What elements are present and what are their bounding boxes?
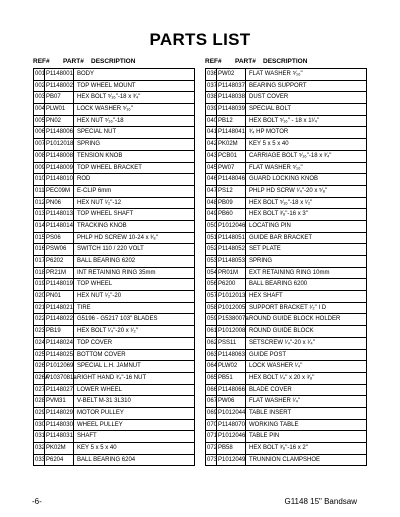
description-cell: BEARING SUPPORT: [246, 81, 367, 92]
header-part: PART#: [63, 58, 84, 65]
table-row: [34, 314, 195, 326]
ref-cell: 059: [206, 314, 217, 325]
description-cell: SET PLATE: [246, 244, 367, 255]
ref-cell: 069: [206, 408, 217, 419]
table-row: [34, 163, 195, 175]
part-cell: P6200: [217, 279, 246, 290]
ref-cell: 015: [34, 233, 45, 244]
ref-cell: 062: [206, 338, 217, 349]
ref-cell: 051: [206, 233, 217, 244]
description-cell: ROUND GUIDE BLOCK: [246, 326, 367, 337]
header-description: DESCRIPTION: [91, 58, 136, 65]
table-row: [206, 209, 367, 221]
table-rows: [33, 68, 195, 466]
table-row: [34, 186, 195, 198]
description-cell: E-CLIP 6mm: [74, 186, 195, 197]
description-cell: FLAT WASHER ⁵⁄₁₆": [246, 69, 367, 80]
part-cell: P1148010: [45, 174, 74, 185]
description-cell: LOCATING PIN: [246, 221, 367, 232]
ref-cell: 046: [206, 174, 217, 185]
table-row: [34, 81, 195, 93]
ref-cell: 045: [206, 163, 217, 174]
table-row: [206, 420, 367, 432]
description-cell: DUST COVER: [246, 92, 367, 103]
part-cell: PLW01: [45, 104, 74, 115]
ref-cell: 058: [206, 303, 217, 314]
table-row: [206, 151, 367, 163]
table-row: [34, 116, 195, 128]
description-cell: TIRE: [74, 303, 195, 314]
description-cell: SPECIAL L.H. JAMNUT: [74, 361, 195, 372]
description-cell: ROD: [74, 174, 195, 185]
table-row: [206, 303, 367, 315]
part-cell: P1148021: [45, 303, 74, 314]
part-cell: P6202: [45, 256, 74, 267]
part-cell: PCB01: [217, 151, 246, 162]
description-cell: HEX BOLT ³⁄₈"-16 x 3": [246, 209, 367, 220]
description-cell: SPECIAL BOLT: [246, 104, 367, 115]
ref-cell: 016: [34, 244, 45, 255]
table-header: [33, 57, 195, 66]
ref-cell: 008: [34, 151, 45, 162]
ref-cell: 061: [206, 326, 217, 337]
ref-cell: 028: [34, 396, 45, 407]
ref-cell: 011: [34, 186, 45, 197]
table-row: [206, 408, 367, 420]
ref-cell: 018: [34, 268, 45, 279]
table-row: [206, 350, 367, 362]
part-cell: PSW06: [45, 244, 74, 255]
table-row: [206, 361, 367, 373]
description-cell: BALL BEARING 6204: [74, 455, 195, 466]
part-cell: P1148037: [217, 81, 246, 92]
ref-cell: 040: [206, 116, 217, 127]
ref-cell: 006: [34, 127, 45, 138]
description-cell: SPECIAL NUT: [74, 127, 195, 138]
part-cell: PN02: [45, 116, 74, 127]
parts-table-left: [33, 57, 195, 466]
description-cell: SUPPORT BRACKET ¹⁄₂" I D: [246, 303, 367, 314]
part-cell: PB07: [45, 92, 74, 103]
description-cell: TENSION KNOB: [74, 151, 195, 162]
description-cell: TRACKING KNOB: [74, 221, 195, 232]
ref-cell: 039: [206, 104, 217, 115]
ref-cell: 037: [206, 81, 217, 92]
ref-cell: 073: [206, 455, 217, 466]
table-row: [206, 139, 367, 151]
ref-cell: 030: [34, 420, 45, 431]
part-cell: P1012008: [217, 326, 246, 337]
ref-cell: 063: [206, 350, 217, 361]
part-cell: P1148019: [45, 279, 74, 290]
ref-cell: 027: [34, 385, 45, 396]
description-cell: HEX NUT ¹⁄₂"-20: [74, 291, 195, 302]
part-cell: P1148051: [217, 233, 246, 244]
table-row: [34, 455, 195, 467]
ref-cell: 052: [206, 244, 217, 255]
table-row: [34, 396, 195, 408]
table-row: [206, 244, 367, 256]
part-cell: PS06: [45, 233, 74, 244]
table-row: [34, 127, 195, 139]
table-row: [34, 431, 195, 443]
table-row: [34, 350, 195, 362]
ref-cell: 032: [34, 443, 45, 454]
page-title: PARTS LIST: [149, 30, 251, 49]
part-cell: P1148002: [45, 81, 74, 92]
table-row: [34, 198, 195, 210]
ref-cell: 071: [206, 431, 217, 442]
part-cell: P1148027: [45, 385, 74, 396]
description-cell: HEX BOLT ⁵⁄₁₆"-18 x ³⁄₄": [74, 92, 195, 103]
table-row: [206, 268, 367, 280]
ref-cell: 020: [34, 291, 45, 302]
ref-cell: 026A: [34, 373, 45, 384]
description-cell: HEX BOLT ¹⁄₄"-20 x ¹⁄₂": [74, 326, 195, 337]
ref-cell: 038: [206, 92, 217, 103]
table-row: [206, 221, 367, 233]
table-row: [206, 396, 367, 408]
part-cell: P1012044: [217, 408, 246, 419]
page-number: -6-: [32, 497, 42, 506]
part-cell: P1148001: [45, 69, 74, 80]
description-cell: BOTTOM COVER: [74, 350, 195, 361]
ref-cell: 050: [206, 221, 217, 232]
description-cell: RIGHT HAND ³⁄₄"-16 NUT: [74, 373, 195, 384]
ref-cell: 070: [206, 420, 217, 431]
table-row: [34, 443, 195, 455]
part-cell: P1012018: [45, 139, 74, 150]
ref-cell: 042: [206, 139, 217, 150]
part-cell: P1148024: [45, 338, 74, 349]
part-cell: P1148039: [217, 104, 246, 115]
table-row: [34, 338, 195, 350]
description-cell: SPRING: [246, 256, 367, 267]
description-cell: G5196 - G5217 103" BLADES: [74, 314, 195, 325]
description-cell: SPRING: [74, 139, 195, 150]
description-cell: LOWER WHEEL: [74, 385, 195, 396]
table-row: [34, 244, 195, 256]
description-cell: CARRIAGE BOLT ⁵⁄₁₆"-18 x ³⁄₄": [246, 151, 367, 162]
ref-cell: 064: [206, 361, 217, 372]
description-cell: TOP COVER: [74, 338, 195, 349]
ref-cell: 002: [34, 81, 45, 92]
part-cell: P1148066: [217, 385, 246, 396]
ref-cell: 023: [34, 326, 45, 337]
part-cell: P1148046: [217, 174, 246, 185]
description-cell: TOP WHEEL: [74, 279, 195, 290]
table-row: [206, 314, 367, 326]
table-row: [34, 209, 195, 221]
table-row: [34, 361, 195, 373]
table-row: [34, 326, 195, 338]
part-cell: PK02M: [217, 139, 246, 150]
part-cell: PB58: [217, 443, 246, 454]
description-cell: BLADE COVER: [246, 385, 367, 396]
description-cell: TRUNNION CLAMPSHOE: [246, 455, 367, 466]
part-cell: PR01M: [217, 268, 246, 279]
ref-cell: 033: [34, 455, 45, 466]
table-row: [206, 233, 367, 245]
table-row: [206, 186, 367, 198]
table-row: [34, 291, 195, 303]
description-cell: BALL BEARING 6200: [246, 279, 367, 290]
table-rows: [205, 68, 367, 466]
ref-cell: 048: [206, 198, 217, 209]
ref-cell: 005: [34, 116, 45, 127]
description-cell: TOP WHEEL SHAFT: [74, 209, 195, 220]
description-cell: HEX BOLT ³⁄₈"-16 x 2": [246, 443, 367, 454]
part-cell: P1148029: [45, 408, 74, 419]
description-cell: TOP WHEEL BRACKET: [74, 163, 195, 174]
part-cell: PR21M: [45, 268, 74, 279]
table-header: [205, 57, 367, 66]
table-row: [206, 455, 367, 467]
description-cell: HEX BOLT ⁵⁄₁₆" - 18 x 1¹⁄₄": [246, 116, 367, 127]
header-description: DESCRIPTION: [263, 58, 308, 65]
ref-cell: 067: [206, 396, 217, 407]
table-row: [206, 104, 367, 116]
table-row: [206, 291, 367, 303]
description-cell: WHEEL PULLEY: [74, 420, 195, 431]
table-row: [34, 268, 195, 280]
table-row: [206, 385, 367, 397]
part-cell: PN01: [45, 291, 74, 302]
description-cell: EXT RETAINING RING 10mm: [246, 268, 367, 279]
table-row: [206, 127, 367, 139]
part-cell: PEC09M: [45, 186, 74, 197]
ref-cell: 029: [34, 408, 45, 419]
ref-cell: 072: [206, 443, 217, 454]
part-cell: P1538007a: [217, 314, 246, 325]
description-cell: INT RETAINING RING 35mm: [74, 268, 195, 279]
ref-cell: 012: [34, 198, 45, 209]
part-cell: P1148009: [45, 163, 74, 174]
description-cell: PHLP HD SCRW ¹⁄₄"-20 x ⁵⁄₈": [246, 186, 367, 197]
table-row: [34, 279, 195, 291]
ref-cell: 041: [206, 127, 217, 138]
part-cell: P1148038: [217, 92, 246, 103]
table-row: [34, 385, 195, 397]
part-cell: P1148008: [45, 151, 74, 162]
table-row: [34, 373, 195, 385]
part-cell: P6204: [45, 455, 74, 466]
description-cell: BALL BEARING 6202: [74, 256, 195, 267]
part-cell: PW02: [217, 69, 246, 80]
description-cell: GUIDE POST: [246, 350, 367, 361]
part-cell: P1148014: [45, 221, 74, 232]
description-cell: LOCK WASHER ¹⁄₄": [246, 361, 367, 372]
part-cell: PB60: [217, 209, 246, 220]
ref-cell: 009: [34, 163, 45, 174]
table-row: [34, 92, 195, 104]
description-cell: ³⁄₄ HP MOTOR: [246, 127, 367, 138]
description-cell: V-BELT M-31 3L310: [74, 396, 195, 407]
table-row: [34, 139, 195, 151]
ref-cell: 031: [34, 431, 45, 442]
table-row: [206, 198, 367, 210]
part-cell: PB51: [217, 373, 246, 384]
table-row: [206, 81, 367, 93]
table-row: [206, 116, 367, 128]
description-cell: PHLP HD SCREW 10-24 x ³⁄₈": [74, 233, 195, 244]
part-cell: PK02M: [45, 443, 74, 454]
description-cell: GUARD LOCKING KNOB: [246, 174, 367, 185]
header-part: PART#: [235, 58, 256, 65]
ref-cell: 025: [34, 350, 45, 361]
ref-cell: 054: [206, 268, 217, 279]
part-cell: PVM31: [45, 396, 74, 407]
part-cell: PSS11: [217, 338, 246, 349]
description-cell: LOCK WASHER ⁵⁄₁₆": [74, 104, 195, 115]
part-cell: PLW02: [217, 361, 246, 372]
ref-cell: 013: [34, 209, 45, 220]
description-cell: KEY 5 x 5 x 40: [246, 139, 367, 150]
table-row: [206, 443, 367, 455]
description-cell: MOTOR PULLEY: [74, 408, 195, 419]
ref-cell: 053: [206, 256, 217, 267]
description-cell: TABLE INSERT: [246, 408, 367, 419]
part-cell: P1012046: [217, 221, 246, 232]
part-cell: P1148052: [217, 244, 246, 255]
description-cell: TABLE PIN: [246, 431, 367, 442]
ref-cell: 010: [34, 174, 45, 185]
ref-cell: 004: [34, 104, 45, 115]
table-row: [206, 174, 367, 186]
ref-cell: 021: [34, 303, 45, 314]
part-cell: P1148030: [45, 420, 74, 431]
table-row: [206, 431, 367, 443]
description-cell: ROUND GUIDE BLOCK HOLDER: [246, 314, 367, 325]
model-name: G1148 15" Bandsaw: [284, 497, 357, 506]
ref-cell: 001: [34, 69, 45, 80]
table-row: [206, 326, 367, 338]
description-cell: HEX BOLT ¹⁄₄" x 20 x ³⁄₈": [246, 373, 367, 384]
part-cell: P1012013: [217, 291, 246, 302]
part-cell: PN06: [45, 198, 74, 209]
table-row: [34, 408, 195, 420]
ref-cell: 003: [34, 92, 45, 103]
table-row: [34, 233, 195, 245]
description-cell: GUIDE BAR BRACKET: [246, 233, 367, 244]
ref-cell: 024: [34, 338, 45, 349]
parts-table-right: [205, 57, 367, 466]
ref-cell: 026: [34, 361, 45, 372]
table-row: [34, 174, 195, 186]
ref-cell: 017: [34, 256, 45, 267]
table-row: [34, 303, 195, 315]
description-cell: KEY 5 x 5 x 40: [74, 443, 195, 454]
part-cell: PS12: [217, 186, 246, 197]
table-row: [34, 69, 195, 81]
table-row: [34, 221, 195, 233]
ref-cell: 056: [206, 279, 217, 290]
table-row: [34, 420, 195, 432]
ref-cell: 007: [34, 139, 45, 150]
table-row: [206, 373, 367, 385]
description-cell: SWITCH 110 / 220 VOLT: [74, 244, 195, 255]
table-row: [206, 256, 367, 268]
ref-cell: 066: [206, 385, 217, 396]
part-cell: P1148031: [45, 431, 74, 442]
description-cell: HEX SHAFT: [246, 291, 367, 302]
part-cell: PB19: [45, 326, 74, 337]
description-cell: FLAT WASHER ¹⁄₄": [246, 396, 367, 407]
description-cell: TOP WHEEL MOUNT: [74, 81, 195, 92]
table-row: [206, 338, 367, 350]
part-cell: P1148022: [45, 314, 74, 325]
ref-cell: 019: [34, 279, 45, 290]
ref-cell: 022: [34, 314, 45, 325]
part-cell: P1148053: [217, 256, 246, 267]
part-cell: P1148006: [45, 127, 74, 138]
description-cell: SETSCREW ¹⁄₄"-20 x ¹⁄₄": [246, 338, 367, 349]
part-cell: P1012046: [217, 431, 246, 442]
part-cell: PB12: [217, 116, 246, 127]
part-cell: P1148025: [45, 350, 74, 361]
table-row: [34, 256, 195, 268]
ref-cell: 049: [206, 209, 217, 220]
part-cell: P1012005: [217, 303, 246, 314]
ref-cell: 036: [206, 69, 217, 80]
part-cell: P1012049: [217, 455, 246, 466]
part-cell: P1148041: [217, 127, 246, 138]
description-cell: HEX NUT ¹⁄₂"-12: [74, 198, 195, 209]
part-cell: P1148070: [217, 420, 246, 431]
table-row: [206, 92, 367, 104]
table-row: [206, 163, 367, 175]
part-cell: P1148063: [217, 350, 246, 361]
part-cell: P1037081a: [45, 373, 74, 384]
part-cell: PW07: [217, 163, 246, 174]
part-cell: P1012069: [45, 361, 74, 372]
description-cell: WORKING TABLE: [246, 420, 367, 431]
ref-cell: 047: [206, 186, 217, 197]
table-row: [34, 104, 195, 116]
description-cell: BODY: [74, 69, 195, 80]
description-cell: SHAFT: [74, 431, 195, 442]
table-row: [34, 151, 195, 163]
part-cell: PW06: [217, 396, 246, 407]
header-ref: REF#: [33, 58, 50, 65]
part-cell: PB09: [217, 198, 246, 209]
ref-cell: 014: [34, 221, 45, 232]
ref-cell: 043: [206, 151, 217, 162]
table-row: [206, 279, 367, 291]
header-ref: REF#: [205, 58, 222, 65]
description-cell: HEX NUT ⁵⁄₁₆"-18: [74, 116, 195, 127]
ref-cell: 057: [206, 291, 217, 302]
part-cell: P1148013: [45, 209, 74, 220]
ref-cell: 065: [206, 373, 217, 384]
table-row: [206, 69, 367, 81]
description-cell: HEX BOLT ⁵⁄₁₆"-18 x ¹⁄₂": [246, 198, 367, 209]
description-cell: FLAT WASHER ⁵⁄₁₆": [246, 163, 367, 174]
